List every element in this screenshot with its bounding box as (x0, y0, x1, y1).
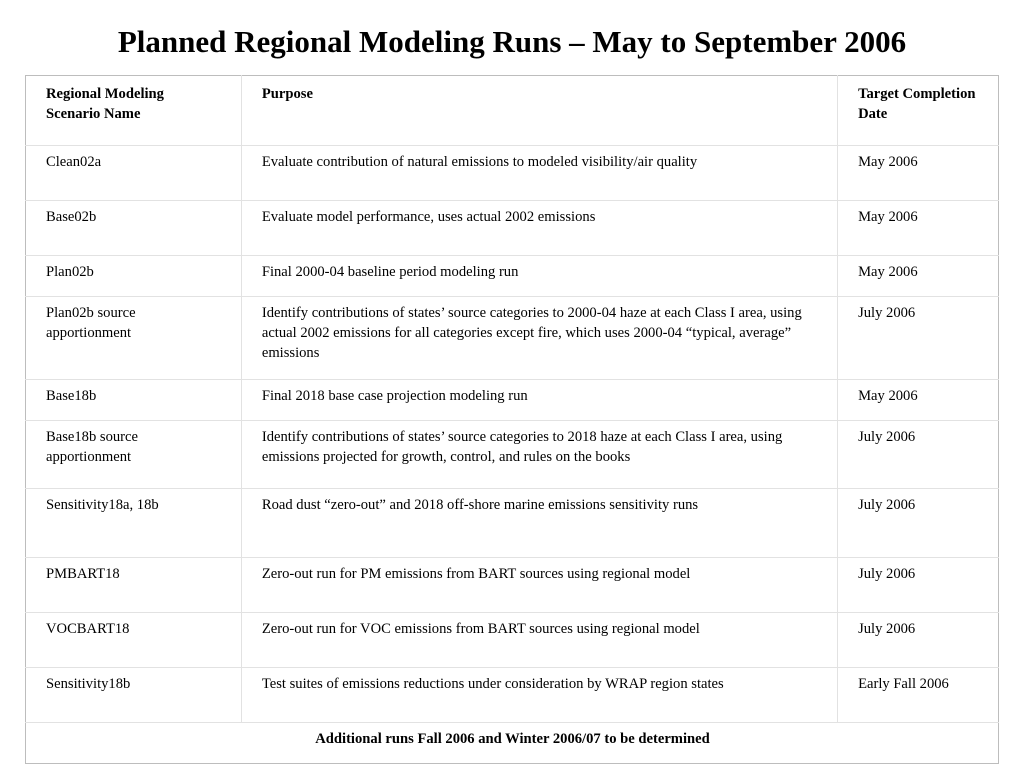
purpose-cell: Test suites of emissions reductions under consideration by WRAP region states (241, 668, 837, 723)
purpose-cell: Road dust “zero-out” and 2018 off-shore marine emissions sensitivity runs (241, 489, 837, 558)
purpose-cell: Final 2018 base case projection modeling run (241, 380, 837, 421)
scenario-cell: VOCBART18 (26, 613, 242, 668)
table-row (26, 256, 999, 297)
purpose-cell: Identify contributions of states’ source categories to 2000-04 haze at each Class I area, using actual 2002 emissions for all categories except fire, which uses 2000-04 “typical, average” emissions (241, 297, 837, 380)
purpose-cell: Final 2000-04 baseline period modeling run (241, 256, 837, 297)
target-date-cell: May 2006 (838, 256, 999, 297)
table-row (26, 380, 999, 421)
table-row (26, 201, 999, 256)
target-date-cell: July 2006 (838, 421, 999, 489)
table-header-row (26, 76, 999, 146)
modeling-runs-table (25, 75, 999, 764)
table-row (26, 668, 999, 723)
table-row (26, 489, 999, 558)
scenario-cell: Plan02b source apportionment (26, 297, 242, 380)
target-date-cell: Early Fall 2006 (838, 668, 999, 723)
table-row (26, 613, 999, 668)
scenario-cell: Plan02b (26, 256, 242, 297)
target-date-cell: May 2006 (838, 380, 999, 421)
table-row (26, 558, 999, 613)
header-purpose: Purpose (241, 76, 837, 146)
target-date-cell: May 2006 (838, 146, 999, 201)
footer-note: Additional runs Fall 2006 and Winter 2006/07 to be determined (315, 731, 710, 747)
scenario-cell: Sensitivity18b (26, 668, 242, 723)
table-row (26, 297, 999, 380)
target-date-cell: May 2006 (838, 201, 999, 256)
header-target-completion-date: Target Completion Date (838, 76, 999, 146)
table-row (26, 421, 999, 489)
scenario-cell: Clean02a (26, 146, 242, 201)
scenario-cell: Sensitivity18a, 18b (26, 489, 242, 558)
target-date-cell: July 2006 (838, 297, 999, 380)
scenario-cell: PMBART18 (26, 558, 242, 613)
scenario-cell: Base18b (26, 380, 242, 421)
table-footer-row (26, 723, 999, 764)
scenario-cell: Base02b (26, 201, 242, 256)
purpose-cell: Evaluate contribution of natural emissions to modeled visibility/air quality (241, 146, 837, 201)
page-title: Planned Regional Modeling Runs – May to September 2006 (117, 24, 907, 59)
table-row (26, 146, 999, 201)
target-date-cell: July 2006 (838, 558, 999, 613)
header-scenario-name: Regional Modeling Scenario Name (26, 76, 242, 146)
target-date-cell: July 2006 (838, 489, 999, 558)
purpose-cell: Identify contributions of states’ source categories to 2018 haze at each Class I area, using emissions projected for growth, control, and rules on the books (241, 421, 837, 489)
scenario-cell: Base18b source apportionment (26, 421, 242, 489)
purpose-cell: Evaluate model performance, uses actual 2002 emissions (241, 201, 837, 256)
purpose-cell: Zero-out run for PM emissions from BART sources using regional model (241, 558, 837, 613)
purpose-cell: Zero-out run for VOC emissions from BART sources using regional model (241, 613, 837, 668)
target-date-cell: July 2006 (838, 613, 999, 668)
